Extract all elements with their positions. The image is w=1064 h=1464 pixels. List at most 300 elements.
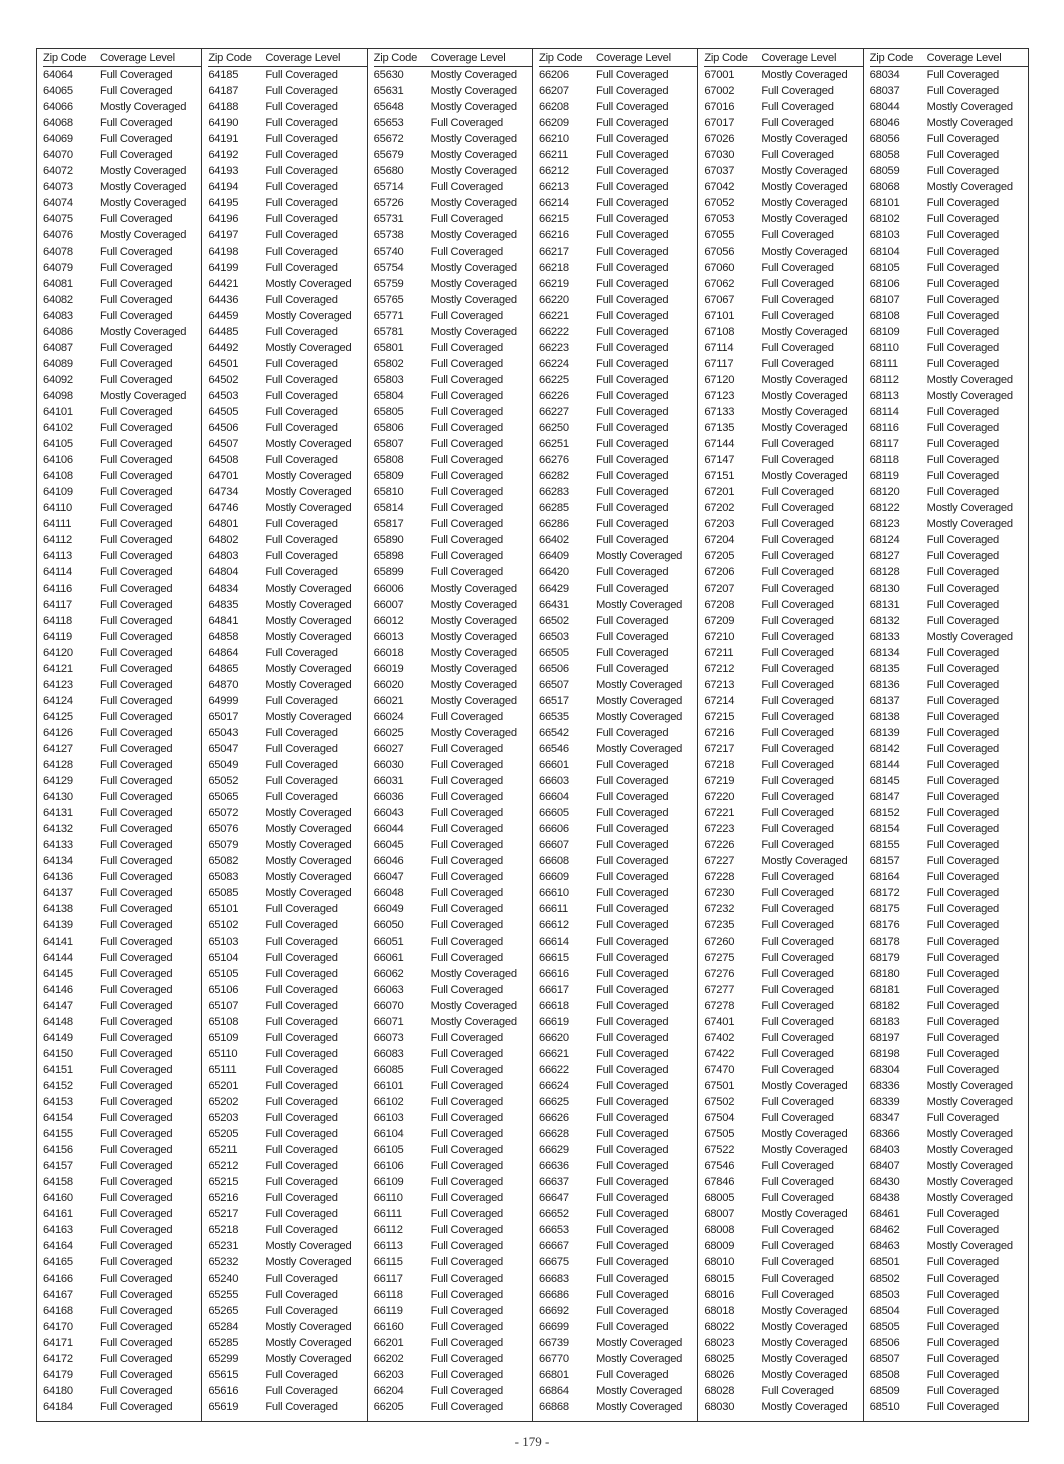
table-row: [43, 982, 201, 998]
zip-code-cell: 64180: [43, 1384, 73, 1397]
table-row: [43, 1126, 201, 1142]
table-row: [539, 436, 697, 452]
table-row: [704, 1126, 862, 1142]
coverage-level-cell: Full Coveraged: [265, 1063, 338, 1076]
table-row: [374, 1078, 532, 1094]
coverage-level-cell: Full Coveraged: [761, 309, 834, 322]
table-row: [704, 998, 862, 1014]
coverage-level-cell: Full Coveraged: [430, 502, 504, 515]
table-row: [208, 179, 366, 195]
zip-code-cell: 65890: [373, 534, 404, 547]
coverage-level-cell: Full Coveraged: [761, 935, 834, 948]
coverage-level-cell: Full Coveraged: [761, 454, 834, 467]
zip-code-cell: 66637: [538, 1176, 569, 1189]
zip-code-cell: 68103: [869, 229, 900, 242]
coverage-level-cell: Full Coveraged: [100, 1368, 173, 1381]
zip-code-cell: 66073: [373, 1031, 404, 1044]
coverage-level-cell: Full Coveraged: [430, 1272, 504, 1285]
coverage-level-cell: Full Coveraged: [100, 518, 173, 531]
table-row: [374, 1351, 532, 1367]
coverage-level-cell: Full Coveraged: [430, 1160, 504, 1173]
table-row: [539, 356, 697, 372]
table-row: [43, 308, 201, 324]
table-row: [539, 227, 697, 243]
zip-code-cell: 68182: [869, 999, 900, 1012]
zip-code-cell: 66617: [538, 983, 569, 996]
coverage-level-cell: Full Coveraged: [100, 277, 173, 290]
coverage-level-cell: Full Coveraged: [761, 85, 834, 98]
coverage-level-cell: Full Coveraged: [595, 919, 669, 932]
zip-code-cell: 65079: [208, 839, 239, 852]
zip-code-cell: 68105: [869, 261, 900, 274]
zip-code-cell: 66431: [538, 598, 569, 611]
zip-code-cell: 66250: [538, 422, 569, 435]
table-row: [539, 1222, 697, 1238]
coverage-level-cell: Mostly Coveraged: [430, 229, 517, 242]
coverage-level-cell: Full Coveraged: [595, 502, 669, 515]
zip-code-cell: 66160: [373, 1320, 404, 1333]
zip-code-cell: 64148: [43, 1015, 73, 1028]
table-row: [870, 1271, 1028, 1287]
coverage-level-cell: Full Coveraged: [926, 1272, 1000, 1285]
coverage-level-cell: Mostly Coveraged: [761, 422, 848, 435]
table-row: [374, 260, 532, 276]
header-zip-code: Zip Code: [208, 52, 252, 64]
header-coverage-level: Coverage Level: [926, 52, 1002, 64]
coverage-level-cell: Full Coveraged: [430, 903, 504, 916]
table-row: [539, 131, 697, 147]
zip-code-cell: 64082: [43, 293, 73, 306]
zip-code-cell: 66063: [373, 983, 404, 996]
table-row: [539, 1383, 697, 1399]
zip-code-cell: 68113: [869, 389, 899, 402]
coverage-level-cell: Full Coveraged: [430, 470, 504, 483]
zip-code-cell: 68506: [869, 1336, 900, 1349]
coverage-level-cell: Full Coveraged: [595, 422, 669, 435]
zip-code-cell: 65814: [373, 502, 404, 515]
coverage-level-cell: Full Coveraged: [430, 935, 504, 948]
coverage-level-cell: Full Coveraged: [430, 518, 504, 531]
zip-code-cell: 64112: [43, 534, 73, 547]
zip-code-cell: 64133: [43, 839, 73, 852]
coverage-level-cell: Full Coveraged: [926, 1384, 1000, 1397]
zip-code-cell: 66210: [538, 133, 569, 146]
coverage-level-cell: Full Coveraged: [926, 742, 1000, 755]
coverage-level-cell: Full Coveraged: [100, 662, 173, 675]
coverage-level-cell: Full Coveraged: [595, 101, 669, 114]
coverage-level-cell: Full Coveraged: [761, 229, 834, 242]
zip-code-cell: 66667: [538, 1240, 569, 1253]
table-row: [539, 179, 697, 195]
zip-code-cell: 64137: [43, 887, 73, 900]
coverage-level-cell: Full Coveraged: [926, 1400, 1000, 1413]
coverage-level-cell: Full Coveraged: [595, 1079, 669, 1092]
coverage-level-cell: Full Coveraged: [100, 502, 173, 515]
coverage-level-cell: Full Coveraged: [595, 1144, 669, 1157]
coverage-level-cell: Full Coveraged: [761, 1384, 834, 1397]
zip-code-cell: 67133: [704, 405, 735, 418]
coverage-level-cell: Mostly Coveraged: [761, 855, 848, 868]
zip-code-cell: 68504: [869, 1304, 900, 1317]
zip-code-cell: 65106: [208, 983, 239, 996]
table-row: [539, 195, 697, 211]
table-row: [870, 613, 1028, 629]
table-row: [374, 356, 532, 372]
zip-code-cell: 66609: [538, 871, 569, 884]
coverage-level-cell: Full Coveraged: [100, 983, 173, 996]
coverage-level-cell: Full Coveraged: [100, 486, 173, 499]
coverage-level-cell: Full Coveraged: [761, 791, 834, 804]
table-row: [43, 950, 201, 966]
coverage-level-cell: Full Coveraged: [595, 197, 669, 210]
table-row: [539, 613, 697, 629]
coverage-level-cell: Full Coveraged: [595, 373, 669, 386]
table-row: [43, 372, 201, 388]
table-row: [43, 693, 201, 709]
table-row: [374, 388, 532, 404]
zip-code-cell: 64171: [43, 1336, 73, 1349]
zip-code-cell: 64105: [43, 438, 73, 451]
coverage-level-cell: Mostly Coveraged: [265, 855, 352, 868]
zip-code-cell: 68016: [704, 1288, 735, 1301]
coverage-level-cell: Full Coveraged: [265, 389, 338, 402]
zip-code-cell: 67207: [704, 582, 735, 595]
table-row: [208, 115, 366, 131]
zip-code-cell: 64123: [43, 678, 73, 691]
table-row: [208, 292, 366, 308]
table-row: [704, 869, 862, 885]
coverage-level-cell: Full Coveraged: [761, 117, 834, 130]
coverage-level-cell: Mostly Coveraged: [430, 165, 517, 178]
coverage-level-cell: Full Coveraged: [926, 823, 1000, 836]
zip-code-cell: 65801: [373, 341, 404, 354]
zip-code-cell: 66221: [538, 309, 569, 322]
table-row: [208, 837, 366, 853]
zip-code-cell: 64195: [208, 197, 239, 210]
coverage-level-cell: Full Coveraged: [430, 887, 504, 900]
zip-code-cell: 67017: [704, 117, 735, 130]
table-row: [704, 1335, 862, 1351]
table-row: [374, 1335, 532, 1351]
coverage-level-cell: Full Coveraged: [430, 405, 504, 418]
zip-code-cell: 68116: [869, 422, 899, 435]
table-row: [704, 452, 862, 468]
table-row: [704, 532, 862, 548]
zip-code-cell: 68120: [869, 486, 900, 499]
zip-code-cell: 68018: [704, 1304, 735, 1317]
coverage-level-cell: Mostly Coveraged: [761, 197, 848, 210]
zip-code-cell: 64139: [43, 919, 73, 932]
table-row: [704, 131, 862, 147]
coverage-level-cell: Full Coveraged: [100, 341, 173, 354]
zip-code-cell: 67221: [704, 807, 735, 820]
coverage-level-cell: Full Coveraged: [761, 919, 834, 932]
table-row: [539, 805, 697, 821]
coverage-level-cell: Full Coveraged: [100, 550, 173, 563]
zip-code-cell: 65726: [373, 197, 404, 210]
zip-code-cell: 64153: [43, 1096, 73, 1108]
table-row: [208, 404, 366, 420]
coverage-level-cell: Full Coveraged: [926, 598, 1000, 611]
table-row: [208, 789, 366, 805]
zip-code-cell: 68015: [704, 1272, 735, 1285]
table-row: [704, 1094, 862, 1110]
zip-code-cell: 67277: [704, 983, 735, 996]
coverage-level-cell: Full Coveraged: [761, 550, 834, 563]
zip-code-cell: 66030: [373, 759, 404, 772]
header-coverage-level: Coverage Level: [430, 52, 506, 64]
zip-code-cell: 68128: [869, 566, 900, 579]
zip-code-cell: 68026: [704, 1368, 735, 1381]
table-row: [208, 532, 366, 548]
zip-code-cell: 66628: [538, 1128, 569, 1141]
coverage-level-cell: Full Coveraged: [926, 839, 1000, 852]
table-row: [704, 1367, 862, 1383]
coverage-level-cell: Full Coveraged: [100, 871, 173, 884]
table-row: [704, 276, 862, 292]
table-row: [374, 1062, 532, 1078]
table-row: [704, 1030, 862, 1046]
coverage-level-cell: Full Coveraged: [265, 742, 338, 755]
coverage-level-cell: Full Coveraged: [430, 1304, 504, 1317]
coverage-level-cell: Full Coveraged: [761, 534, 834, 547]
zip-code-cell: 67055: [704, 229, 735, 242]
table-row: [704, 917, 862, 933]
coverage-level-cell: Mostly Coveraged: [265, 839, 352, 852]
zip-code-cell: 68127: [869, 550, 900, 563]
table-row: [704, 1158, 862, 1174]
zip-code-cell: 65082: [208, 855, 239, 868]
coverage-level-cell: Full Coveraged: [265, 534, 338, 547]
zip-code-cell: 66012: [373, 614, 404, 627]
zip-code-cell: 66050: [373, 919, 404, 932]
zip-code-cell: 64160: [43, 1192, 73, 1205]
zip-code-cell: 68046: [869, 117, 900, 130]
zip-code-cell: 66864: [538, 1384, 569, 1397]
table-row: [870, 452, 1028, 468]
coverage-level-cell: Full Coveraged: [100, 438, 173, 451]
coverage-level-cell: Full Coveraged: [265, 1047, 338, 1060]
zip-code-cell: 66117: [373, 1272, 403, 1285]
coverage-level-cell: Full Coveraged: [761, 678, 834, 691]
zip-code-cell: 67016: [704, 101, 735, 114]
coverage-level-cell: Mostly Coveraged: [595, 1352, 683, 1365]
coverage-level-cell: Full Coveraged: [265, 903, 338, 916]
coverage-level-cell: Full Coveraged: [265, 919, 338, 932]
table-row: [539, 115, 697, 131]
table-row: [208, 917, 366, 933]
table-row: [208, 725, 366, 741]
table-row: [870, 308, 1028, 324]
coverage-level-cell: Full Coveraged: [926, 646, 1000, 659]
coverage-level-cell: Mostly Coveraged: [430, 678, 517, 691]
zip-code-cell: 68118: [869, 454, 899, 467]
table-row: [43, 966, 201, 982]
coverage-level-cell: Full Coveraged: [926, 775, 1000, 788]
coverage-level-cell: Mostly Coveraged: [926, 1176, 1013, 1189]
coverage-level-cell: Mostly Coveraged: [430, 630, 517, 643]
table-row: [539, 853, 697, 869]
zip-code-cell: 67235: [704, 919, 735, 932]
zip-code-cell: 66103: [373, 1112, 404, 1125]
coverage-level-cell: Full Coveraged: [926, 662, 1000, 675]
zip-code-cell: 65017: [208, 710, 239, 723]
coverage-level-cell: Full Coveraged: [430, 1079, 504, 1092]
coverage-level-cell: Mostly Coveraged: [430, 1015, 517, 1028]
table-row: [374, 821, 532, 837]
table-row: [870, 179, 1028, 195]
zip-code-cell: 67228: [704, 871, 735, 884]
coverage-level-cell: Full Coveraged: [100, 133, 173, 146]
zip-code-cell: 64864: [208, 646, 239, 659]
coverage-level-cell: Full Coveraged: [430, 807, 504, 820]
table-row: [374, 1094, 532, 1110]
table-row: [43, 821, 201, 837]
table-row: [374, 83, 532, 99]
coverage-level-cell: Full Coveraged: [100, 1144, 173, 1157]
zip-code-cell: 64199: [208, 261, 239, 274]
coverage-level-cell: Full Coveraged: [595, 855, 669, 868]
zip-code-cell: 66610: [538, 887, 569, 900]
table-row: [539, 1351, 697, 1367]
table-row: [539, 340, 697, 356]
zip-code-cell: 67226: [704, 839, 735, 852]
coverage-level-cell: Full Coveraged: [926, 694, 1000, 707]
zip-code-cell: 66429: [538, 582, 569, 595]
table-header: [539, 51, 697, 67]
table-row: [870, 1367, 1028, 1383]
table-row: [43, 1303, 201, 1319]
coverage-level-cell: Full Coveraged: [595, 791, 669, 804]
zip-code-cell: 66251: [538, 438, 569, 451]
coverage-level-cell: Full Coveraged: [761, 1015, 834, 1028]
table-row: [374, 1287, 532, 1303]
table-row: [704, 1174, 862, 1190]
zip-code-cell: 66031: [373, 775, 404, 788]
zip-code-cell: 64167: [43, 1288, 73, 1301]
zip-code-cell: 66021: [373, 694, 404, 707]
coverage-level-cell: Full Coveraged: [265, 1288, 338, 1301]
table-row: [43, 1319, 201, 1335]
coverage-level-cell: Full Coveraged: [761, 101, 834, 114]
zip-code-cell: 64701: [208, 470, 239, 483]
coverage-level-cell: Full Coveraged: [265, 229, 338, 242]
table-row: [374, 853, 532, 869]
table-row: [208, 67, 366, 83]
zip-code-cell: 65072: [208, 807, 239, 820]
zip-code-cell: 66205: [373, 1400, 404, 1413]
coverage-level-cell: Full Coveraged: [595, 486, 669, 499]
coverage-level-cell: Mostly Coveraged: [926, 630, 1013, 643]
table-row: [43, 276, 201, 292]
table-row: [43, 1271, 201, 1287]
zip-code-cell: 68059: [869, 165, 900, 178]
coverage-level-cell: Full Coveraged: [430, 855, 504, 868]
zip-code-cell: 64078: [43, 245, 73, 258]
coverage-level-cell: Full Coveraged: [265, 694, 338, 707]
table-row: [43, 324, 201, 340]
coverage-level-cell: Mostly Coveraged: [926, 373, 1013, 386]
table-row: [539, 1174, 697, 1190]
zip-code-cell: 64999: [208, 694, 239, 707]
coverage-level-cell: Mostly Coveraged: [761, 165, 848, 178]
table-row: [43, 260, 201, 276]
coverage-level-cell: Full Coveraged: [595, 293, 669, 306]
zip-code-cell: 68134: [869, 646, 900, 659]
coverage-level-cell: Full Coveraged: [595, 1320, 669, 1333]
table-column: [864, 49, 1028, 1421]
coverage-level-cell: Full Coveraged: [926, 341, 1000, 354]
zip-code-cell: 68124: [869, 534, 900, 547]
coverage-level-cell: Full Coveraged: [265, 1144, 338, 1157]
zip-code-cell: 65803: [373, 373, 404, 386]
coverage-level-cell: Full Coveraged: [430, 1192, 504, 1205]
table-row: [43, 1222, 201, 1238]
zip-code-cell: 67505: [704, 1128, 735, 1141]
zip-code-cell: 64118: [43, 614, 73, 627]
table-row: [374, 1158, 532, 1174]
coverage-level-cell: Full Coveraged: [100, 791, 173, 804]
zip-code-cell: 66506: [538, 662, 569, 675]
zip-code-cell: 66062: [373, 967, 404, 980]
table-row: [704, 260, 862, 276]
table-row: [43, 1335, 201, 1351]
zip-code-cell: 64192: [208, 149, 239, 162]
zip-code-cell: 68502: [869, 1272, 900, 1285]
coverage-level-cell: Full Coveraged: [265, 759, 338, 772]
zip-code-cell: 67030: [704, 149, 735, 162]
coverage-level-cell: Full Coveraged: [761, 1192, 834, 1205]
zip-code-cell: 65107: [208, 999, 239, 1012]
table-row: [870, 163, 1028, 179]
table-row: [208, 324, 366, 340]
table-row: [43, 1383, 201, 1399]
zip-code-cell: 68463: [869, 1240, 900, 1253]
zip-code-cell: 68180: [869, 967, 900, 980]
zip-code-cell: 67056: [704, 245, 735, 258]
table-row: [374, 1110, 532, 1126]
zip-code-cell: 64114: [43, 566, 73, 579]
coverage-level-cell: Full Coveraged: [761, 710, 834, 723]
coverage-level-cell: Full Coveraged: [761, 502, 834, 515]
zip-code-cell: 68507: [869, 1352, 900, 1365]
zip-code-cell: 64128: [43, 759, 73, 772]
table-row: [208, 805, 366, 821]
page-number: - 179 -: [514, 1434, 550, 1449]
zip-code-cell: 66621: [538, 1047, 569, 1060]
table-row: [539, 741, 697, 757]
header-coverage-level: Coverage Level: [761, 52, 837, 64]
table-row: [374, 982, 532, 998]
coverage-level-cell: Full Coveraged: [761, 1112, 834, 1125]
table-row: [870, 1254, 1028, 1270]
coverage-level-cell: Mostly Coveraged: [761, 1320, 848, 1333]
table-row: [208, 211, 366, 227]
table-row: [374, 1174, 532, 1190]
zip-code-cell: 66025: [373, 726, 404, 739]
zip-code-cell: 66420: [538, 566, 569, 579]
coverage-level-cell: Mostly Coveraged: [926, 1128, 1013, 1141]
table-row: [43, 1046, 201, 1062]
zip-code-cell: 67123: [704, 389, 735, 402]
table-row: [374, 581, 532, 597]
zip-code-cell: 64188: [208, 101, 239, 114]
coverage-level-cell: Full Coveraged: [100, 919, 173, 932]
coverage-level-cell: Mostly Coveraged: [430, 726, 517, 739]
coverage-level-cell: Full Coveraged: [761, 1256, 834, 1269]
zip-code-cell: 68198: [869, 1047, 900, 1060]
coverage-level-cell: Mostly Coveraged: [926, 502, 1013, 515]
